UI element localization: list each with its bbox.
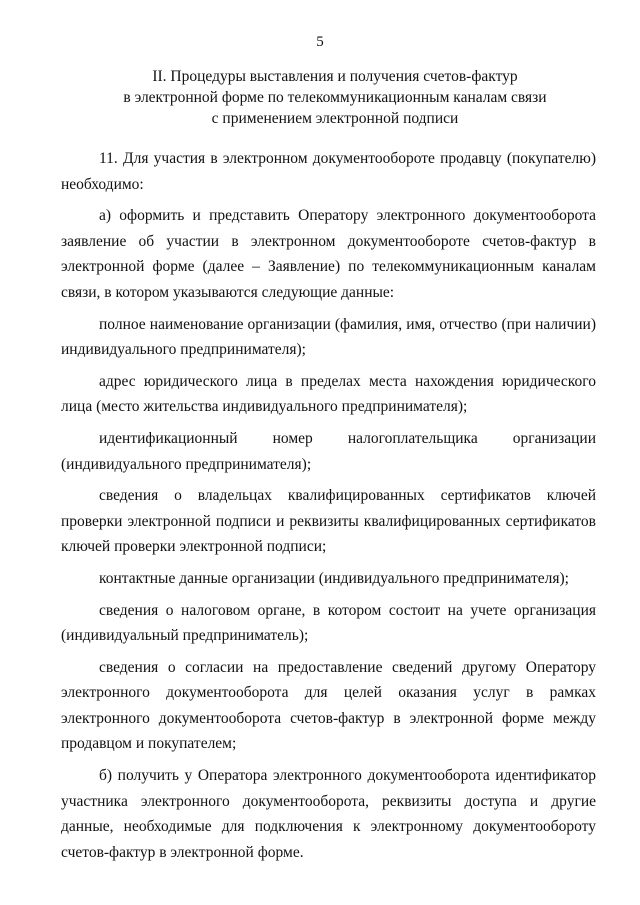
paragraph-full-name: полное наименование организации (фамилия, имя, отчество (при наличии) индивидуального предпринимателя); <box>61 315 596 359</box>
section-heading <box>70 66 600 129</box>
section-heading-line-2: в электронной форме по телекоммуникационным каналам связи <box>123 89 547 106</box>
paragraph-11: 11. Для участия в электронном документообороте продавцу (покупателю) необходимо: <box>61 150 596 193</box>
page-number: 5 <box>316 34 324 50</box>
paragraph-consent: сведения о согласии на предоставление сведений другому Оператору электронного документооборота для целей оказания услуг в рамках электронного документооборота счетов-фактур в электронной форме между продавцом и покупателем; <box>61 658 596 753</box>
paragraph-item-b: б) получить у Оператора электронного документооборота идентификатор участника электронного документооборота, реквизиты доступа и другие данные, необходимые для подключения к электронному документообороту счетов-фактур в электронной форме. <box>61 767 596 861</box>
section-heading-line-1: II. Процедуры выставления и получения счетов-фактур <box>152 68 518 85</box>
document-body <box>61 146 596 865</box>
paragraph-contacts: контактные данные организации (индивидуального предпринимателя); <box>99 569 569 587</box>
paragraph-address: адрес юридического лица в пределах места нахождения юридического лица (место жительства индивидуального предпринимателя); <box>61 372 596 416</box>
paragraph-item-a: а) оформить и представить Оператору электронного документооборота заявление об участии в электронном документообороте счетов-фактур в электронной форме (далее – Заявление) по телекоммуникационным каналам связи, в котором указываются следующие данные: <box>61 207 596 301</box>
paragraph-inn-line-1: идентификационный номер налогоплательщика организации <box>99 429 596 447</box>
paragraph-tax-authority: сведения о налоговом органе, в котором состоит на учете организация (индивидуальный предприниматель); <box>61 601 596 645</box>
paragraph-inn-line-2: (индивидуального предпринимателя); <box>61 455 312 473</box>
section-heading-line-3: с применением электронной подписи <box>211 110 459 127</box>
paragraph-certificate-owners: сведения о владельцах квалифицированных сертификатов ключей проверки электронной подписи и реквизиты квалифицированных сертификатов ключей проверки электронной подписи; <box>61 487 596 556</box>
